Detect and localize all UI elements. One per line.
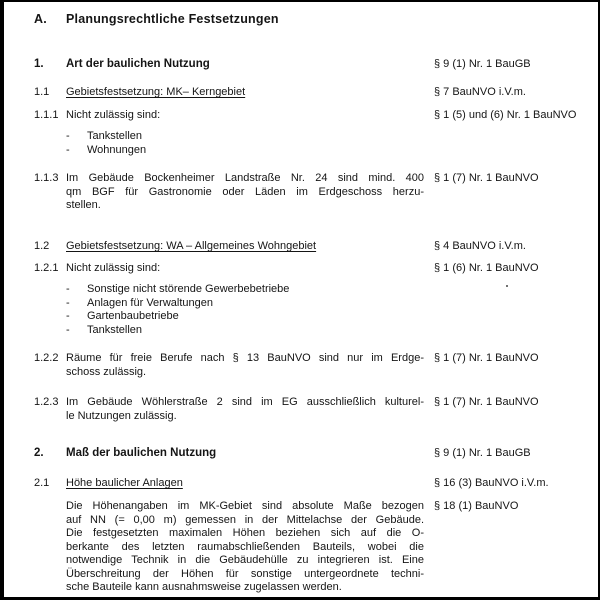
- heading-title: Planungsrechtliche Festsetzungen: [66, 12, 279, 26]
- bullet-dash: -: [66, 323, 70, 336]
- legal-reference: § 1 (5) und (6) Nr. 1 BauNVO: [434, 109, 577, 121]
- bullet-dash: -: [66, 130, 70, 142]
- legal-reference: § 1 (7) Nr. 1 BauNVO: [434, 352, 539, 364]
- body-line: qm BGF für Gastronomie oder Läden im Erdgeschoss herzu-: [66, 185, 424, 198]
- item-title: Nicht zulässig sind:: [66, 109, 161, 121]
- body-line: Die Höhenangaben im MK-Gebiet sind absolute Maße bezogen: [66, 500, 424, 512]
- list-item: [66, 283, 424, 297]
- item-title: Gebietsfestsetzung: MK– Kerngebiet: [66, 86, 246, 98]
- list-item: [66, 297, 424, 311]
- bullet-text: Sonstige nicht störende Gewerbebetriebe: [87, 283, 290, 295]
- item-number: 1.2.1: [34, 262, 59, 274]
- item-number: 1.2: [34, 240, 50, 252]
- heading-number: A.: [34, 12, 47, 26]
- item-title: Gebietsfestsetzung: WA – Allgemeines Wohngebiet: [66, 240, 317, 252]
- bullet-dash: -: [66, 143, 70, 156]
- bullet-dash: -: [66, 310, 70, 322]
- legal-reference: § 9 (1) Nr. 1 BauGB: [434, 447, 531, 459]
- item-title: Art der baulichen Nutzung: [66, 58, 210, 70]
- item-title: Maß der baulichen Nutzung: [66, 447, 217, 459]
- item-number: 2.: [34, 447, 44, 459]
- bullet-dash: -: [66, 296, 70, 309]
- bullet-text: Gartenbaubetriebe: [87, 310, 179, 322]
- item-number: 1.1.1: [34, 109, 59, 121]
- body-line: auf NN (= 0,00 m) gemessen in der Mittelachse der Gebäude.: [66, 513, 424, 526]
- body-line: Im Gebäude Wöhlerstraße 2 sind im EG ausschließlich kulturel-: [66, 396, 424, 408]
- item-title: Nicht zulässig sind:: [66, 262, 161, 274]
- body-line: sche Bauteile kann ausnahmsweise zugelassen werden.: [66, 581, 342, 593]
- legal-reference: § 1 (7) Nr. 1 BauNVO: [434, 396, 539, 408]
- list-item: [66, 324, 424, 338]
- body-line: le Nutzungen zulässig.: [66, 409, 177, 422]
- list-item: [66, 144, 424, 158]
- item-number: 1.2.2: [34, 352, 59, 364]
- item-number: 2.1: [34, 477, 50, 489]
- bullet-text: Tankstellen: [87, 130, 143, 142]
- item-number: 1.: [34, 58, 44, 70]
- bullet-text: Wohnungen: [87, 143, 147, 156]
- item-number: 1.1.3: [34, 172, 59, 184]
- body-line: Die festgesetzten maximalen Höhen beziehen sich auf die O-: [66, 527, 424, 539]
- bullet-text: Anlagen für Verwaltungen: [87, 296, 213, 309]
- list-item: [66, 130, 424, 144]
- bullet-text: Tankstellen: [87, 323, 143, 336]
- item-number: 1.2.3: [34, 396, 59, 408]
- body-line: stellen.: [66, 199, 101, 211]
- legal-reference: § 1 (6) Nr. 1 BauNVO: [434, 262, 539, 274]
- item-number: 1.1: [34, 86, 50, 98]
- legal-reference: § 16 (3) BauNVO i.V.m.: [434, 477, 549, 489]
- legal-reference: § 1 (7) Nr. 1 BauNVO: [434, 172, 539, 184]
- legal-reference: § 9 (1) Nr. 1 BauGB: [434, 58, 531, 70]
- body-line: schoss zulässig.: [66, 365, 147, 378]
- body-line: Im Gebäude Bockenheimer Landstraße Nr. 24 sind mind. 400: [66, 172, 424, 184]
- body-line: Räume für freie Berufe nach § 13 BauNVO sind nur im Erdge-: [66, 352, 424, 364]
- legal-reference: § 7 BauNVO i.V.m.: [434, 86, 526, 98]
- body-line: notwendige Technik in die Gebäudehülle zu integrieren ist. Eine: [66, 554, 424, 566]
- body-line: Überschreitung der Höhen für sonstige untergeordnete techni-: [66, 567, 424, 580]
- item-title: Höhe baulicher Anlagen: [66, 477, 183, 489]
- bullet-dash: -: [66, 283, 70, 295]
- scan-artifact-dot: [506, 285, 508, 287]
- legal-reference: § 18 (1) BauNVO: [434, 500, 519, 512]
- list-item: [66, 310, 424, 324]
- body-line: berkante des letzten raumabschließenden Bauteils, wobei die: [66, 540, 424, 553]
- legal-reference: § 4 BauNVO i.V.m.: [434, 240, 526, 252]
